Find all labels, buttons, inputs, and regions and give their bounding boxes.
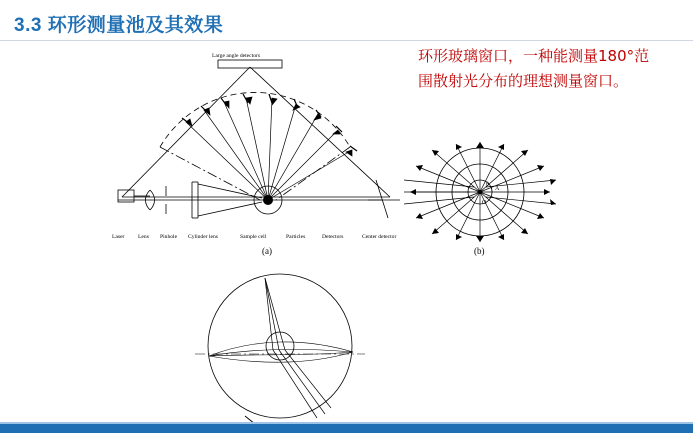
callout-text: 环形玻璃窗口，一种能测量180°范围散射光分布的理想测量窗口。	[418, 47, 650, 90]
figure-a-label-sample-cell: Sample cell	[240, 234, 267, 240]
figure-a-svg	[100, 52, 430, 252]
figure-b-label-a: A	[495, 186, 500, 192]
figure-b	[400, 140, 580, 250]
figure-b-label-o: O	[482, 200, 487, 206]
figure-a	[100, 52, 430, 257]
figure-a-label-laser: Laser	[112, 234, 125, 240]
figure-c-svg	[185, 268, 375, 428]
figure-a-top-label: Large angle detectors	[212, 53, 261, 59]
figure-a-label-lens: Lens	[138, 234, 149, 240]
figure-b-label-theta: θ	[486, 182, 489, 188]
figure-b-caption: (b)	[474, 246, 485, 256]
figure-a-caption: (a)	[262, 246, 272, 256]
figure-a-label-detectors: Detectors	[322, 234, 344, 240]
title-divider	[0, 40, 693, 41]
figure-b-svg	[400, 140, 580, 245]
figure-a-label-pinhole: Pinhole	[160, 234, 178, 240]
footer-bar	[0, 424, 693, 433]
figure-a-label-cylinder-lens: Cylinder lens	[188, 234, 218, 240]
figure-a-label-particles: Particles	[286, 234, 306, 240]
page-title: 3.3 环形测量池及其效果	[14, 15, 224, 36]
figure-c	[185, 268, 375, 433]
figure-a-label-center-detector: Center detector	[362, 234, 397, 240]
